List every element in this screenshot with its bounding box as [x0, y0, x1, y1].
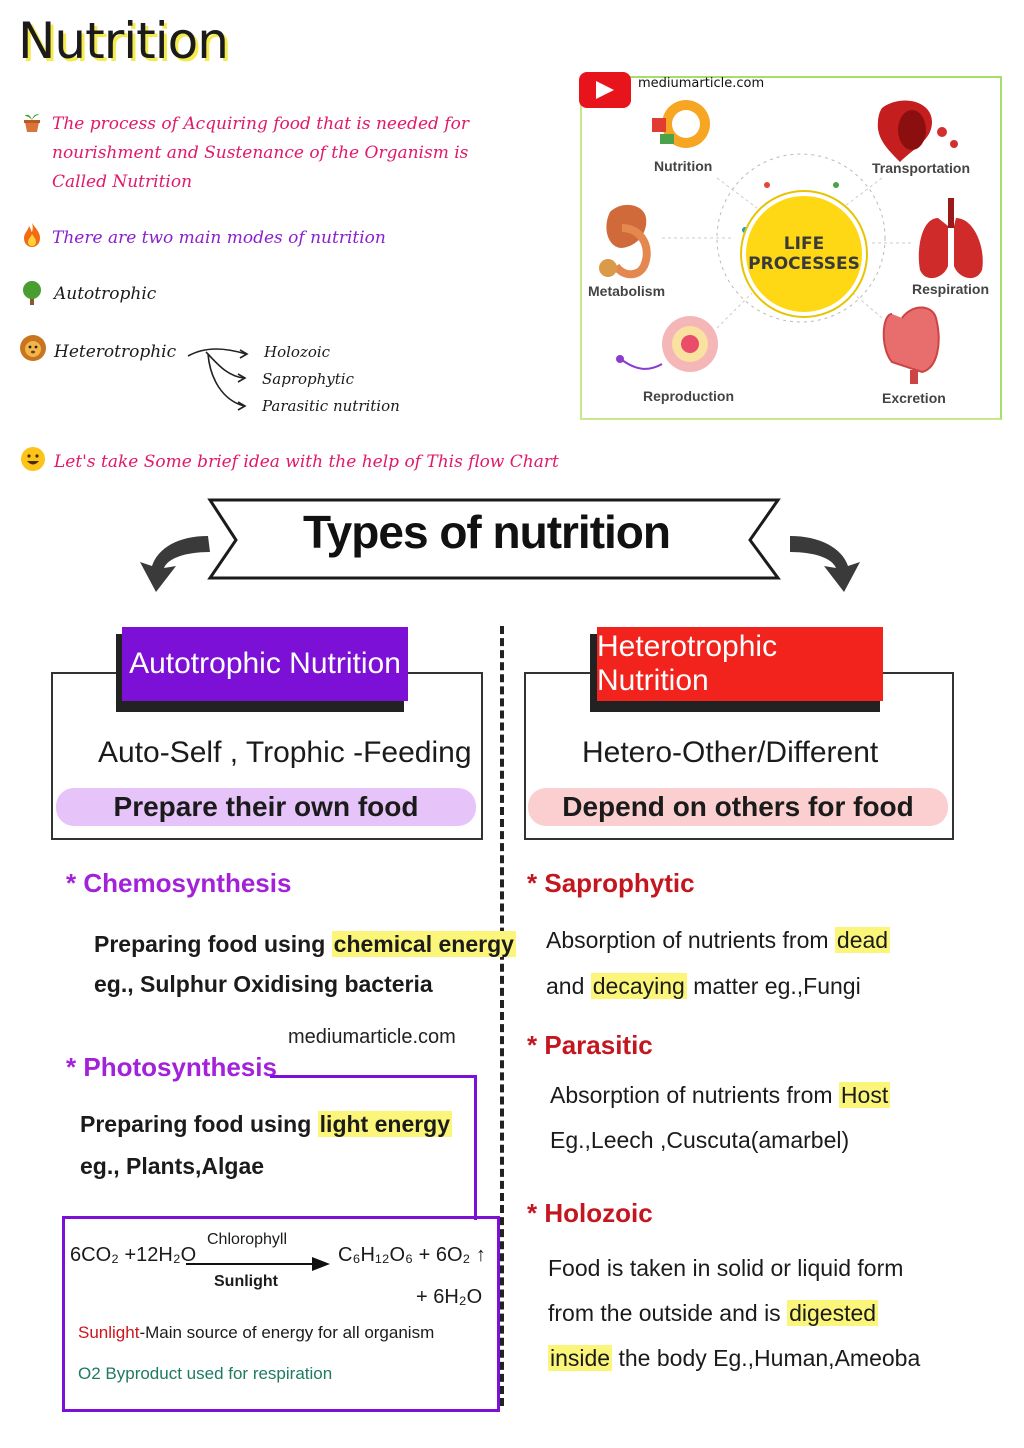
tree-icon	[20, 280, 44, 310]
definition-line-3: Called Nutrition	[52, 172, 193, 192]
plant-pot-icon	[20, 110, 44, 138]
eq-sunlight: Sunlight	[214, 1273, 278, 1290]
holo-line-1: Food is taken in solid or liquid form	[548, 1255, 904, 1281]
holo-line-2: from the outside and is digested	[548, 1300, 877, 1326]
eq-products: C₆H₁₂O₆ + 6O₂ ↑	[338, 1244, 486, 1266]
hetero-summary: Depend on others for food	[528, 788, 948, 826]
fire-icon	[20, 222, 44, 252]
photosynthesis-heading: * Photosynthesis	[66, 1052, 277, 1082]
panel-site-text: mediumarticle.com	[638, 76, 765, 91]
page-title: Nutrition	[18, 12, 228, 70]
chemo-line-2: eg., Sulphur Oxidising bacteria	[94, 971, 433, 997]
eq-chlorophyll: Chlorophyll	[207, 1231, 288, 1248]
center-divider	[500, 626, 504, 1406]
life-processes-center: LIFE PROCESSES	[742, 192, 866, 316]
sapro-line-1: Absorption of nutrients from dead	[546, 927, 889, 953]
hetero-meaning: Hetero-Other/Different	[582, 736, 879, 769]
holozoic-heading: * Holozoic	[527, 1198, 653, 1228]
parasitic-heading: * Parasitic	[527, 1030, 653, 1060]
watermark-site: mediumarticle.com	[288, 1026, 456, 1048]
eq-water: + 6H₂O	[416, 1286, 483, 1308]
branch-holozoic: Holozoic	[264, 343, 331, 361]
auto-summary: Prepare their own food	[56, 788, 476, 826]
modes-text: There are two main modes of nutrition	[52, 228, 386, 248]
photo-line-2: eg., Plants,Algae	[80, 1153, 265, 1179]
para-line-1: Absorption of nutrients from Host	[550, 1082, 889, 1108]
eq-reactants: 6CO₂ +12H₂O	[70, 1244, 197, 1266]
branch-saprophytic: Saprophytic	[262, 370, 354, 388]
chemo-line-1: Preparing food using chemical energy	[94, 931, 514, 957]
photo-line-1: Preparing food using light energy	[80, 1111, 451, 1137]
holo-line-3: inside the body Eg.,Human,Ameoba	[550, 1345, 921, 1371]
label-respiration: Respiration	[912, 281, 990, 297]
definition-line-2: nourishment and Sustenance of the Organism is	[52, 143, 469, 163]
branch-arrows	[186, 342, 258, 412]
label-metabolism: Metabolism	[588, 283, 666, 299]
heterotrophic-text: Heterotrophic	[54, 342, 177, 362]
label-nutrition: Nutrition	[654, 158, 713, 174]
label-reproduction: Reproduction	[643, 388, 734, 404]
chemosynthesis-heading: * Chemosynthesis	[66, 868, 292, 898]
flow-text: Let's take Some brief idea with the help of This flow Chart	[54, 452, 559, 472]
sapro-line-2: and decaying matter eg.,Fungi	[546, 973, 861, 999]
saprophytic-heading: * Saprophytic	[527, 868, 695, 898]
autotrophic-tag: Autotrophic Nutrition	[122, 627, 408, 701]
label-transportation: Transportation	[872, 160, 971, 176]
autotrophic-text: Autotrophic	[54, 284, 157, 304]
smile-icon	[20, 446, 46, 476]
auto-meaning: Auto-Self , Trophic -Feeding	[98, 736, 472, 769]
eq-sunlight-note: Sunlight-Main source of energy for all organism	[78, 1323, 435, 1342]
definition-line-1: The process of Acquiring food that is needed for	[52, 114, 469, 134]
eq-arrow	[184, 1254, 334, 1274]
label-excretion: Excretion	[882, 390, 946, 406]
heterotrophic-tag: Heterotrophic Nutrition	[597, 627, 883, 701]
branch-parasitic: Parasitic nutrition	[262, 397, 400, 415]
eq-o2-note: O2 Byproduct used for respiration	[78, 1364, 333, 1383]
photo-connector	[270, 1075, 477, 1220]
para-line-2: Eg.,Leech ,Cuscuta(amarbel)	[550, 1127, 850, 1153]
lion-icon	[19, 334, 47, 366]
types-banner-title: Types of nutrition	[303, 506, 671, 558]
